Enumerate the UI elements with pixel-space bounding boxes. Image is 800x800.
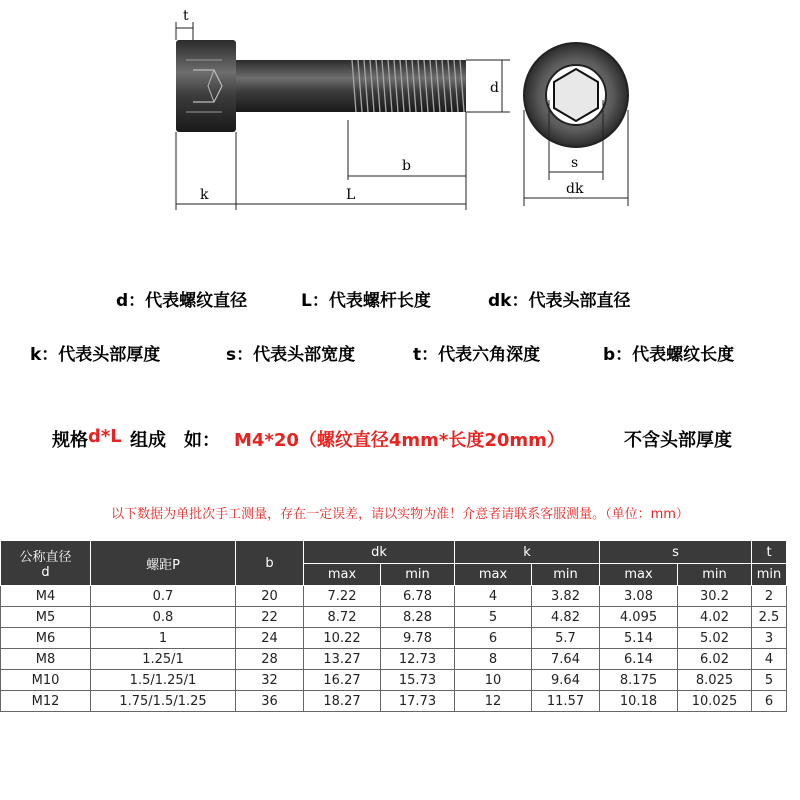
measurement-notice: 以下数据为单批次手工测量，存在一定误差，请以实物为准！介意者请联系客服测量。（单位：mm）	[111, 507, 689, 522]
cell-dk-max: 18.27	[304, 691, 381, 712]
cell-k-max: 12	[455, 691, 532, 712]
header-nominal-label: 公称直径	[19, 550, 72, 565]
cell-b: 28	[236, 649, 304, 670]
cell-nominal: M8	[1, 649, 91, 670]
screw-shank	[236, 60, 348, 112]
spec-table	[0, 540, 787, 712]
cell-dk-max: 7.22	[304, 586, 381, 607]
cell-t-min: 5	[752, 670, 787, 691]
legend-L: L：代表螺杆长度	[301, 291, 431, 311]
cell-s-min: 4.02	[678, 607, 752, 628]
spec-formula: d*L	[88, 426, 122, 447]
table-row	[1, 649, 787, 670]
cell-s-min: 10.025	[678, 691, 752, 712]
legend-s: s：代表头部宽度	[226, 345, 356, 365]
cell-k-max: 10	[455, 670, 532, 691]
cell-s-max: 6.14	[600, 649, 678, 670]
spec-prefix: 规格	[52, 430, 88, 451]
table-row	[1, 691, 787, 712]
cell-k-min: 5.7	[532, 628, 600, 649]
cell-pitch: 1	[91, 628, 236, 649]
header-dk-min: min	[381, 564, 455, 586]
cell-s-min: 8.025	[678, 670, 752, 691]
header-b: b	[236, 541, 304, 586]
cell-s-max: 4.095	[600, 607, 678, 628]
table-row	[1, 586, 787, 607]
cell-nominal: M10	[1, 670, 91, 691]
dim-label-k: k	[200, 187, 209, 203]
cell-nominal: M4	[1, 586, 91, 607]
screw-head-side	[176, 40, 236, 132]
header-nominal-sub: d	[41, 565, 50, 580]
cell-s-max: 10.18	[600, 691, 678, 712]
cell-s-max: 8.175	[600, 670, 678, 691]
cell-dk-max: 10.22	[304, 628, 381, 649]
dim-label-t: t	[183, 8, 189, 24]
cell-k-max: 5	[455, 607, 532, 628]
header-t-min: min	[752, 564, 787, 586]
dim-label-dk: dk	[566, 181, 584, 197]
cell-k-max: 8	[455, 649, 532, 670]
header-s-min: min	[678, 564, 752, 586]
screw-head-front	[524, 43, 628, 147]
header-k: k	[455, 541, 600, 564]
cell-t-min: 2	[752, 586, 787, 607]
dim-label-s: s	[571, 155, 579, 171]
cell-t-min: 2.5	[752, 607, 787, 628]
cell-k-min: 11.57	[532, 691, 600, 712]
cell-b: 24	[236, 628, 304, 649]
spec-suffix: 不含头部厚度	[624, 430, 732, 451]
table-body	[1, 586, 787, 712]
cell-pitch: 1.25/1	[91, 649, 236, 670]
cell-dk-max: 8.72	[304, 607, 381, 628]
dim-label-b: b	[402, 158, 411, 174]
cell-nominal: M6	[1, 628, 91, 649]
cell-s-min: 5.02	[678, 628, 752, 649]
cell-b: 22	[236, 607, 304, 628]
cell-t-min: 4	[752, 649, 787, 670]
cell-k-min: 3.82	[532, 586, 600, 607]
header-pitch: 螺距P	[91, 541, 236, 586]
cell-k-min: 7.64	[532, 649, 600, 670]
cell-dk-max: 13.27	[304, 649, 381, 670]
cell-dk-min: 6.78	[381, 586, 455, 607]
header-k-max: max	[455, 564, 532, 586]
dim-label-d: d	[490, 80, 499, 96]
cell-pitch: 0.8	[91, 607, 236, 628]
header-dk-max: max	[304, 564, 381, 586]
cell-pitch: 1.75/1.5/1.25	[91, 691, 236, 712]
header-nominal	[1, 541, 91, 586]
cell-s-max: 5.14	[600, 628, 678, 649]
header-s-max: max	[600, 564, 678, 586]
header-t: t	[752, 541, 787, 564]
legend-b: b：代表螺纹长度	[603, 345, 735, 365]
dim-label-L: L	[346, 187, 356, 203]
legend-dk: dk：代表头部直径	[488, 291, 631, 311]
cell-dk-min: 12.73	[381, 649, 455, 670]
cell-k-min: 9.64	[532, 670, 600, 691]
legend-d: d：代表螺纹直径	[116, 291, 248, 311]
cell-dk-min: 9.78	[381, 628, 455, 649]
cell-s-max: 3.08	[600, 586, 678, 607]
table-header-row-1	[1, 541, 787, 564]
cell-k-min: 4.82	[532, 607, 600, 628]
cell-dk-min: 8.28	[381, 607, 455, 628]
table-row	[1, 670, 787, 691]
table-row	[1, 607, 787, 628]
cell-b: 32	[236, 670, 304, 691]
cell-dk-max: 16.27	[304, 670, 381, 691]
cell-t-min: 6	[752, 691, 787, 712]
cell-k-max: 6	[455, 628, 532, 649]
cell-s-min: 6.02	[678, 649, 752, 670]
cell-pitch: 0.7	[91, 586, 236, 607]
cell-k-max: 4	[455, 586, 532, 607]
cell-s-min: 30.2	[678, 586, 752, 607]
cell-dk-min: 15.73	[381, 670, 455, 691]
legend-t: t：代表六角深度	[413, 345, 541, 365]
spec-middle: 组成 如：	[130, 430, 220, 451]
cell-pitch: 1.5/1.25/1	[91, 670, 236, 691]
cell-b: 36	[236, 691, 304, 712]
header-k-min: min	[532, 564, 600, 586]
header-s: s	[600, 541, 752, 564]
cell-nominal: M12	[1, 691, 91, 712]
cell-b: 20	[236, 586, 304, 607]
screw-thread	[348, 60, 466, 112]
legend-k: k：代表头部厚度	[30, 345, 161, 365]
screw-technical-drawing	[0, 0, 800, 230]
cell-nominal: M5	[1, 607, 91, 628]
table-row	[1, 628, 787, 649]
spec-example: M4*20（螺纹直径4mm*长度20mm）	[234, 430, 565, 451]
cell-t-min: 3	[752, 628, 787, 649]
cell-dk-min: 17.73	[381, 691, 455, 712]
header-dk: dk	[304, 541, 455, 564]
